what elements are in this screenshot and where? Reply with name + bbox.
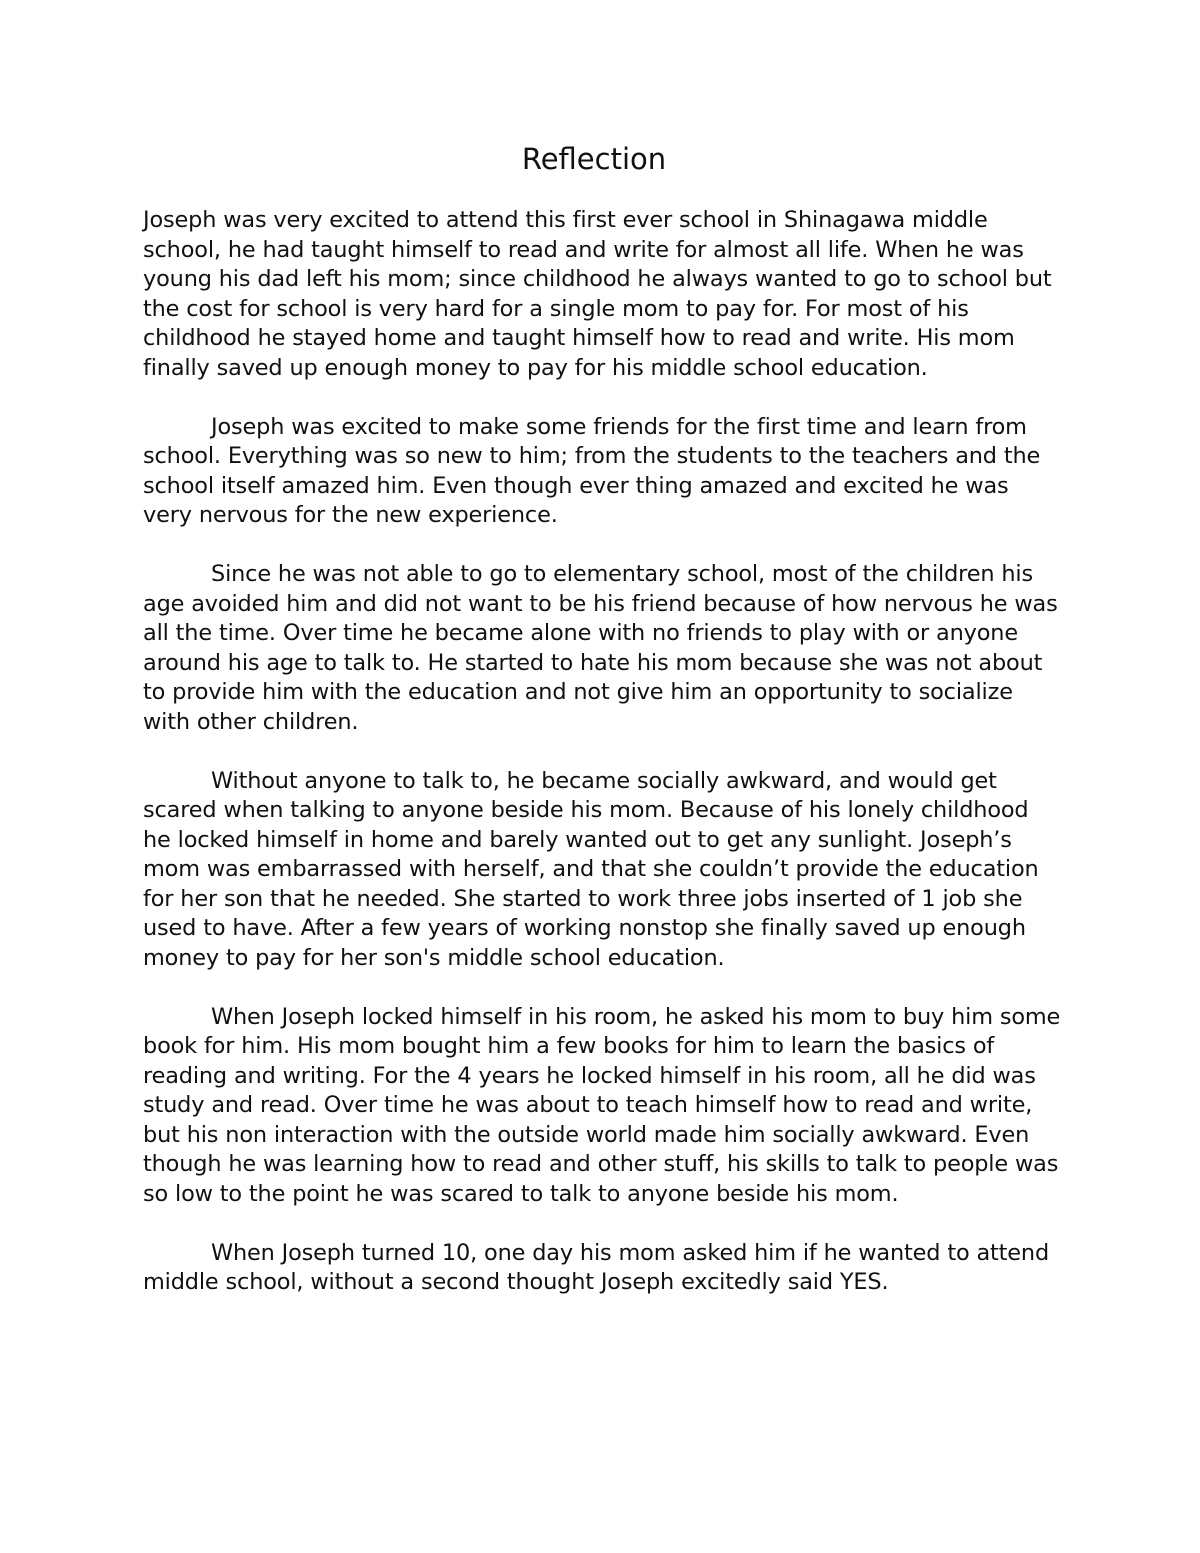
paragraph-3: Since he was not able to go to elementary school, most of the children his age avoided him and did not want to be his friend because of how nervous he was all the time. Over time he became alone with no friends to play with or anyone around his age to talk to. He started to hate his mom because she was not about to provide him with the education and not give him an opportunity to socialize with other children. (143, 561, 1058, 735)
document-body (143, 206, 1063, 1327)
paragraph-4: Without anyone to talk to, he became socially awkward, and would get scared when talking to anyone beside his mom. Because of his lonely childhood he locked himself in home and barely wanted out to get any sunlight. Joseph’s mom was embarrassed with herself, and that she couldn’t provide the education for her son that he needed. She started to work three jobs inserted of 1 job she used to have. After a few years of working nonstop she finally saved up enough money to pay for her son's middle school education. (143, 767, 1039, 971)
paragraph-5: When Joseph locked himself in his room, he asked his mom to buy him some book for him. His mom bought him a few books for him to learn the basics of reading and writing. For the 4 years he locked himself in his room, all he did was study and read. Over time he was about to teach himself how to read and write, but his non interaction with the outside world made him socially awkward. Even though he was learning how to read and other stuff, his skills to talk to people was so low to the point he was scared to talk to anyone beside his mom. (143, 1003, 1061, 1207)
document-title: Reflection (521, 142, 667, 176)
paragraph-1: Joseph was very excited to attend this first ever school in Shinagawa middle school, he had taught himself to read and write for almost all life. When he was young his dad left his mom; since childhood he always wanted to go to school but the cost for school is very hard for a single mom to pay for. For most of his childhood he stayed home and taught himself how to read and write. His mom finally saved up enough money to pay for his middle school education. (143, 207, 1052, 381)
paragraph-6: When Joseph turned 10, one day his mom asked him if he wanted to attend middle school, without a second thought Joseph excitedly said YES. (143, 1239, 1050, 1295)
paragraph-2: Joseph was excited to make some friends for the first time and learn from school. Everything was so new to him; from the students to the teachers and the school itself amazed him. Even though ever thing amazed and excited he was very nervous for the new experience. (143, 413, 1041, 528)
